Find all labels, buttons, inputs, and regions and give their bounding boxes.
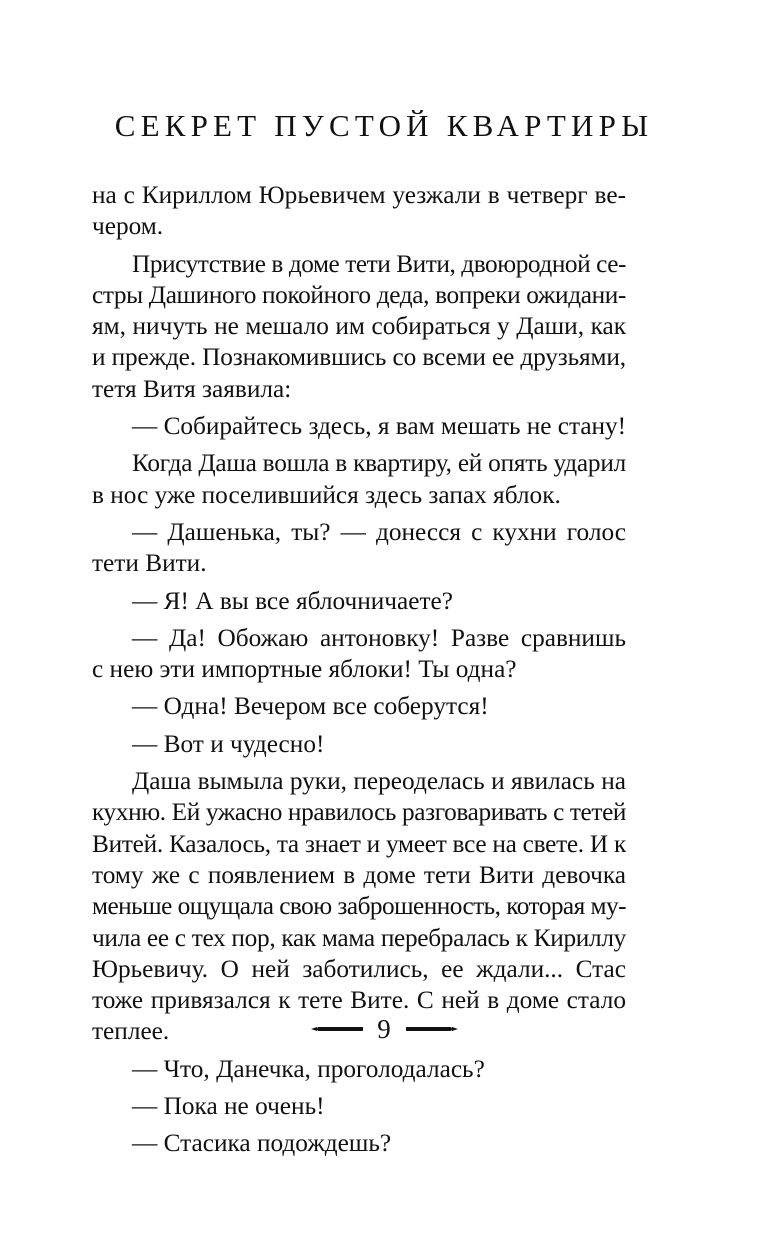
text-line: стры Дашиного покойного деда, вопреки ожидани- (92, 280, 626, 309)
text-line: с нею эти импортные яблоки! Ты одна? (92, 655, 517, 684)
dialogue-line: — Что, Данечка, проголодалась? (132, 1054, 485, 1083)
left-ornament-dash (317, 1027, 363, 1031)
text-line: чила ее с тех пор, как мама перебралась к Кириллу (92, 923, 626, 952)
paragraph-first-line: Когда Даша вошла в квартиру, ей опять ударил (132, 449, 627, 478)
text-line: тети Вити. (92, 549, 207, 578)
dialogue-line: — Дашенька, ты? — донесся с кухни голос (132, 517, 626, 546)
text-line: ям, ничуть не мешало им собираться у Даши, как (92, 312, 626, 341)
page-number-footer (0, 1010, 768, 1045)
dialogue-line: — Пока не очень! (132, 1092, 325, 1121)
text-line: тоже привязался к тете Вите. С ней в доме стало (92, 986, 626, 1015)
dialogue-line: — Да! Обожаю антоновку! Разве сравнишь (132, 623, 626, 652)
running-title: СЕКРЕТ ПУСТОЙ КВАРТИРЫ (114, 108, 654, 143)
text-line: тому же с появлением в доме тети Вити девочка (92, 860, 626, 889)
dialogue-line: — Стасика подождешь? (132, 1129, 392, 1158)
text-line: теплее. (92, 1017, 170, 1046)
text-line: на с Кириллом Юрьевичем уезжали в четверг ве- (92, 181, 626, 209)
dialogue-line: — Вот и чудесно! (132, 729, 325, 758)
right-ornament-dash (406, 1027, 452, 1031)
text-line: меньше ощущала свою заброшенность, которая му- (92, 892, 626, 921)
text-line: кухню. Ей ужасно нравилось разговаривать с тетей (92, 798, 627, 827)
dialogue-line: — Собирайтесь здесь, я вам мешать не стану! (132, 412, 626, 441)
text-line: Витей. Казалось, та знает и умеет все на свете. И к (92, 829, 626, 858)
paragraph-first-line: Даша вымыла руки, переоделась и явилась на (132, 767, 626, 796)
text-line: тетя Витя заявила: (92, 374, 292, 403)
text-line: Юрьевичу. О ней заботились, ее ждали... Стас (92, 954, 626, 983)
dialogue-line: — Я! А вы все яблочничаете? (132, 586, 453, 615)
text-line: и прежде. Познакомившись со всеми ее друзьями, (92, 343, 626, 372)
dialogue-line: — Одна! Вечером все соберутся! (132, 692, 489, 721)
text-line: в нос уже поселившийся здесь запах яблок. (92, 480, 561, 509)
paragraph-first-line: Присутствие в доме тети Вити, двоюродной се- (132, 249, 626, 278)
text-line: чером. (92, 212, 164, 241)
page-number: 9 (377, 1013, 391, 1044)
